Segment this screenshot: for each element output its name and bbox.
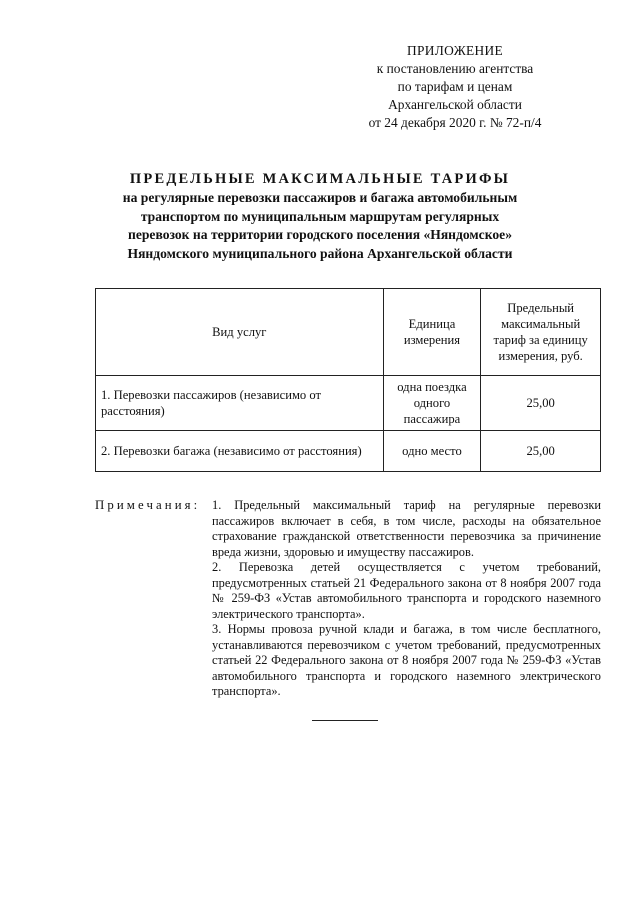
title-main: ПРЕДЕЛЬНЫЕ МАКСИМАЛЬНЫЕ ТАРИФЫ <box>129 171 511 187</box>
table-header-row <box>96 289 601 376</box>
appendix-line: по тарифам и ценам <box>397 79 513 94</box>
cell-unit: одно место <box>383 431 481 472</box>
appendix-heading: ПРИЛОЖЕНИЕ <box>407 43 503 58</box>
notes-list <box>212 498 601 700</box>
appendix-line: от 24 декабря 2020 г. № 72-п/4 <box>368 115 542 130</box>
cell-unit: одна поездка одного пассажира <box>383 376 481 431</box>
table-row <box>96 431 601 472</box>
table-row <box>96 376 601 431</box>
title-line: Няндомского муниципального района Архангельской области <box>127 245 513 261</box>
cell-service: 1. Перевозки пассажиров (независимо от расстояния) <box>96 376 384 431</box>
cell-tariff: 25,00 <box>481 431 601 472</box>
header-tariff: Предельный максимальный тариф за единицу измерения, руб. <box>481 289 601 376</box>
cell-service: 2. Перевозки багажа (независимо от расстояния) <box>96 431 384 472</box>
cell-tariff: 25,00 <box>481 376 601 431</box>
note-item: 2. Перевозка детей осуществляется с учетом требований, предусмотренных статьей 21 Федерального закона от 8 ноября 2007 года № 259-ФЗ «Устав автомобильного транспорта и городского наземного электрического транспорта». <box>212 560 601 621</box>
document-title <box>60 170 580 263</box>
tariff-table <box>95 288 601 472</box>
note-item: 3. Нормы провоза ручной клади и багажа, в том числе бесплатного, устанавливаются перевозчиком с учетом требований, предусмотренных статьей 22 Федерального закона от 8 ноября 2007 года № 259-ФЗ «Устав автомобильного транспорта и городского наземного электрического транспорта». <box>212 622 601 698</box>
appendix-line: к постановлению агентства <box>376 61 534 76</box>
appendix-block <box>330 42 580 132</box>
title-line: перевозок на территории городского поселения «Няндомское» <box>128 227 512 242</box>
title-line: транспортом по муниципальным маршрутам регулярных <box>140 208 500 224</box>
appendix-line: Архангельской области <box>388 97 522 112</box>
note-item: 1. Предельный максимальный тариф на регулярные перевозки пассажиров включает в себя, в том числе, расходы на обязательное страхование гражданской ответственности перевозчика за причинение вреда жизни, здоровью и имуществу пассажиров. <box>212 498 601 559</box>
title-line: на регулярные перевозки пассажиров и багажа автомобильным <box>122 190 518 205</box>
notes-label: Примечания: <box>95 498 201 512</box>
header-service: Вид услуг <box>96 289 384 376</box>
header-unit: Единица измерения <box>383 289 481 376</box>
end-divider <box>312 720 378 721</box>
